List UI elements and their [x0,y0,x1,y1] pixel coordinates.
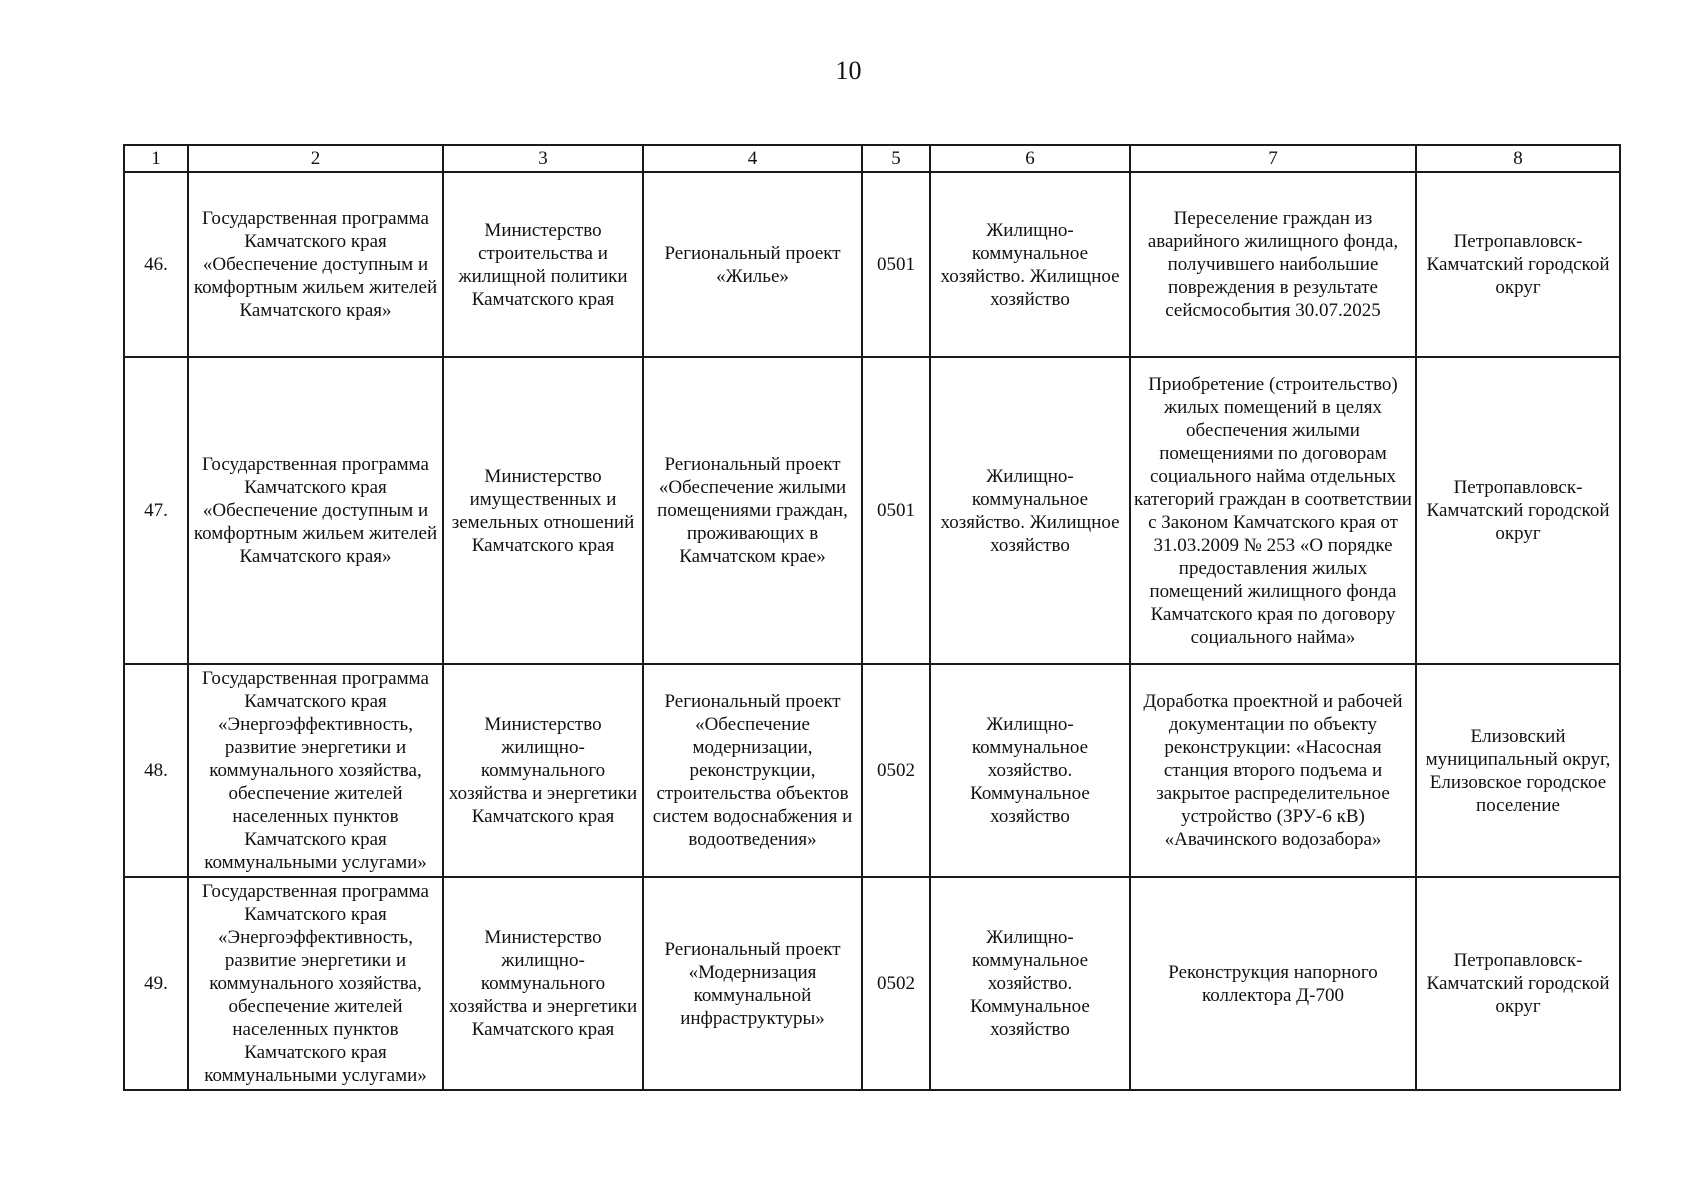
project-cell: Региональный проект «Модернизация коммунальной инфраструктуры» [643,877,862,1090]
agency-cell: Министерство жилищно-коммунального хозяйства и энергетики Камчатского края [443,664,643,877]
table-body [124,172,1620,1090]
code-cell: 0501 [862,357,930,664]
column-header-4: 4 [643,145,862,172]
object-cell: Приобретение (строительство) жилых помещений в целях обеспечения жилыми помещениями по договорам социального найма отдельных категорий граждан в соответствии с Законом Камчатского края от 31.03.2009 № 253 «О порядке предоставления жилых помещений жилищного фонда Камчатского края по договору социального найма» [1130,357,1416,664]
municipality-cell: Петропавловск-Камчатский городской округ [1416,172,1620,357]
column-header-5: 5 [862,145,930,172]
municipality-cell: Петропавловск-Камчатский городской округ [1416,877,1620,1090]
column-header-8: 8 [1416,145,1620,172]
project-cell: Региональный проект «Жилье» [643,172,862,357]
sector-cell: Жилищно-коммунальное хозяйство. Жилищное хозяйство [930,357,1130,664]
agency-cell: Министерство строительства и жилищной политики Камчатского края [443,172,643,357]
column-header-1: 1 [124,145,188,172]
project-cell: Региональный проект «Обеспечение модернизации, реконструкции, строительства объектов систем водоснабжения и водоотведения» [643,664,862,877]
row-number-cell: 49. [124,877,188,1090]
page-number: 10 [835,56,862,85]
project-cell: Региональный проект «Обеспечение жилыми помещениями граждан, проживающих в Камчатском крае» [643,357,862,664]
program-cell: Государственная программа Камчатского края «Обеспечение доступным и комфортным жильем жителей Камчатского края» [188,357,443,664]
municipality-cell: Елизовский муниципальный округ, Елизовское городское поселение [1416,664,1620,877]
table-row [124,877,1620,1090]
program-cell: Государственная программа Камчатского края «Энергоэффективность, развитие энергетики и коммунального хозяйства, обеспечение жителей населенных пунктов Камчатского края коммунальными услугами» [188,877,443,1090]
table-row [124,664,1620,877]
sector-cell: Жилищно-коммунальное хозяйство. Коммунальное хозяйство [930,664,1130,877]
object-cell: Переселение граждан из аварийного жилищного фонда, получившего наибольшие повреждения в результате сейсмособытия 30.07.2025 [1130,172,1416,357]
object-cell: Реконструкция напорного коллектора Д-700 [1130,877,1416,1090]
agency-cell: Министерство жилищно-коммунального хозяйства и энергетики Камчатского края [443,877,643,1090]
program-cell: Государственная программа Камчатского края «Обеспечение доступным и комфортным жильем жителей Камчатского края» [188,172,443,357]
row-number-cell: 47. [124,357,188,664]
column-header-2: 2 [188,145,443,172]
table-row [124,172,1620,357]
row-number-cell: 48. [124,664,188,877]
code-cell: 0502 [862,664,930,877]
row-number-cell: 46. [124,172,188,357]
agency-cell: Министерство имущественных и земельных отношений Камчатского края [443,357,643,664]
sector-cell: Жилищно-коммунальное хозяйство. Коммунальное хозяйство [930,877,1130,1090]
table-header [124,145,1620,172]
column-header-6: 6 [930,145,1130,172]
code-cell: 0502 [862,877,930,1090]
table-row [124,357,1620,664]
object-cell: Доработка проектной и рабочей документации по объекту реконструкции: «Насосная станция второго подъема и закрытое распределительное устройство (ЗРУ-6 кВ) «Авачинского водозабора» [1130,664,1416,877]
header-row [124,145,1620,172]
program-cell: Государственная программа Камчатского края «Энергоэффективность, развитие энергетики и коммунального хозяйства, обеспечение жителей населенных пунктов Камчатского края коммунальными услугами» [188,664,443,877]
municipality-cell: Петропавловск-Камчатский городской округ [1416,357,1620,664]
sector-cell: Жилищно-коммунальное хозяйство. Жилищное хозяйство [930,172,1130,357]
code-cell: 0501 [862,172,930,357]
column-header-3: 3 [443,145,643,172]
column-header-7: 7 [1130,145,1416,172]
program-table [123,144,1621,1091]
